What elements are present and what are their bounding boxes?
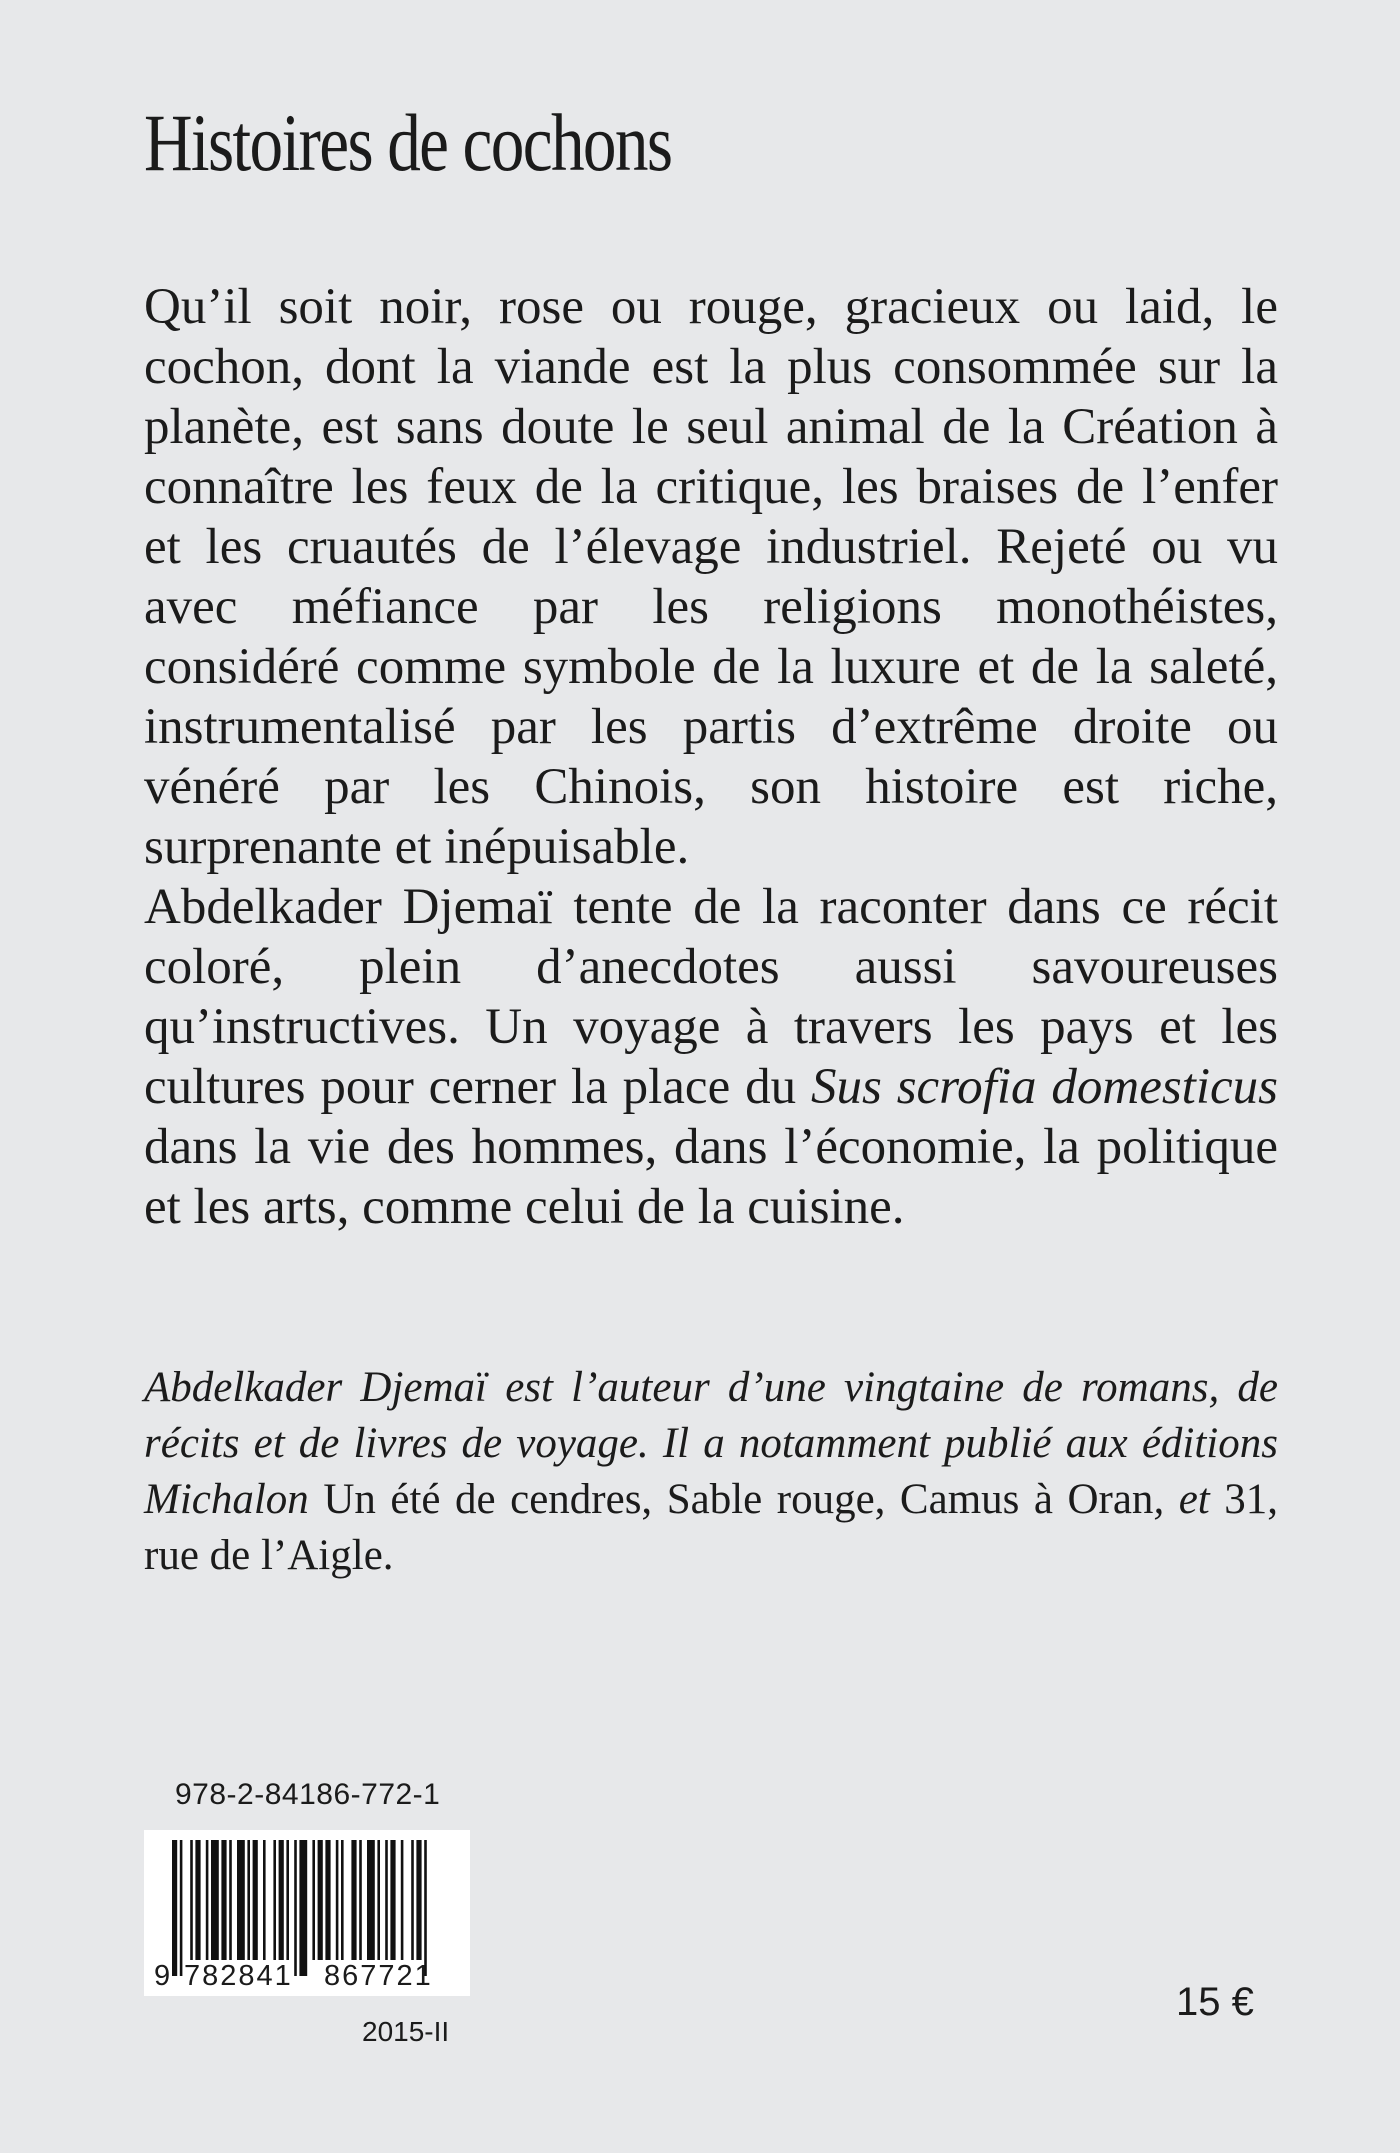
- barcode-bar: [195, 1840, 200, 1960]
- barcode-bar: [424, 1840, 427, 1976]
- barcode-right-group: 867721: [324, 1960, 433, 1992]
- barcode-bar: [351, 1840, 356, 1960]
- summary-paragraph-1: Qu’il soit noir, rose ou rouge, gracieux ou laid, le cochon, dont la viande est la plus consommée sur la planète, est sans doute le seul animal de la Création à connaître les feux de la critique, les braises de l’enfer et les cruautés de l’élevage industriel. Rejeté ou vu avec méfiance par les religions monothéistes, considéré comme symbole de la luxure et de la saleté, instrumentalisé par les partis d’extrême droite ou vénéré par les Chinois, son histoire est riche, surprenante et inépuisable.: [144, 279, 1278, 875]
- barcode-bar: [411, 1840, 414, 1960]
- barcode-bar: [180, 1840, 183, 1976]
- barcode-left-group: 782841: [184, 1960, 293, 1992]
- barcode-bar: [359, 1840, 362, 1960]
- author-bio: [144, 1360, 1278, 1584]
- barcode-bar: [401, 1840, 404, 1960]
- barcode-bar: [367, 1840, 375, 1960]
- barcode-bar: [263, 1840, 266, 1960]
- book-title: Histoires de cochons: [144, 97, 672, 188]
- book-title-1: Un été de cendres,: [323, 1476, 653, 1523]
- barcode-bar: [325, 1840, 330, 1960]
- summary-p2-start: Abdelkader Djemaï tente de la raconter dans ce récit coloré, plein d’anecdotes aussi savoureuses qu’instructives. Un voyage à travers les pays et les cultures pour cerner la place du: [144, 879, 1278, 1115]
- barcode-bar: [190, 1840, 193, 1960]
- book-title-4: 31, rue de l’Aigle.: [144, 1476, 1279, 1579]
- book-title-3: Camus à Oran: [899, 1476, 1154, 1523]
- barcode-bar: [377, 1840, 380, 1960]
- barcode: [144, 1830, 470, 1996]
- barcode-bar: [312, 1840, 315, 1960]
- barcode-bar: [172, 1840, 177, 1976]
- barcode-bar: [273, 1840, 276, 1960]
- book-title-2: Sable rouge,: [666, 1476, 886, 1523]
- bio-comma: ,: [1153, 1476, 1165, 1523]
- barcode-bar: [341, 1840, 344, 1960]
- barcode-bar: [211, 1840, 219, 1960]
- barcode-bar: [229, 1840, 232, 1960]
- barcode-bar: [206, 1840, 209, 1960]
- barcode-first-digit: 9: [154, 1960, 171, 1992]
- summary-p2-end: dans la vie des hommes, dans l’économie, la politique et les arts, comme celui de la cuisine.: [144, 1119, 1278, 1235]
- bio-conjunction: et: [1178, 1476, 1210, 1523]
- isbn-text: 978-2-84186-772-1: [175, 1778, 441, 1811]
- barcode-bar: [247, 1840, 250, 1960]
- edition-code: 2015-II: [362, 2016, 450, 2047]
- barcode-bar: [294, 1840, 297, 1976]
- barcode-bar: [279, 1840, 284, 1960]
- bio-text: Abdelkader Djemaï est l’auteur d’une vingtaine de romans, de récits et de livres de voyage. Il a notamment publié aux éditions Michalon: [144, 1364, 1278, 1523]
- barcode-bar: [286, 1840, 289, 1960]
- barcode-bar: [318, 1840, 323, 1960]
- summary: [144, 277, 1278, 1237]
- barcode-bar: [253, 1840, 258, 1960]
- price: 15 €: [1176, 1980, 1254, 2024]
- barcode-bar: [299, 1840, 307, 1976]
- barcode-bar: [390, 1840, 395, 1960]
- barcode-bar: [221, 1840, 226, 1960]
- barcode-bar: [385, 1840, 388, 1960]
- barcode-bar: [237, 1840, 245, 1960]
- barcode-bar: [416, 1840, 421, 1960]
- species-name: Sus scrofia domesticus: [810, 1059, 1279, 1115]
- barcode-bar: [336, 1840, 339, 1960]
- summary-paragraph-2: [144, 877, 1278, 1237]
